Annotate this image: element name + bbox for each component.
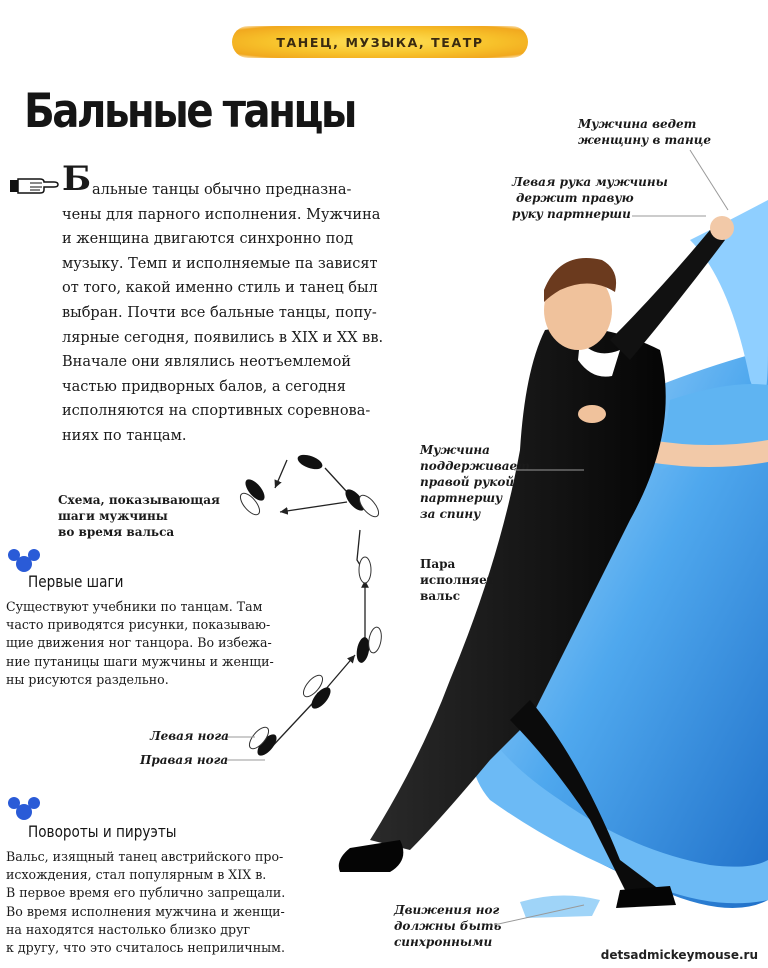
annotation-line: синхронными (394, 935, 493, 949)
intro-line: и женщина двигаются синхронно под (62, 231, 354, 248)
body-line: Во время исполнения мужчина и женщи- (6, 903, 285, 919)
body-line: исхождения, стал популярным в XIX в. (6, 867, 267, 883)
annotation-line: правой рукой (420, 475, 515, 489)
body-line: щие движения ног танцора. Во избежа- (6, 635, 272, 651)
annotation-line: руку партнерши (512, 207, 631, 221)
annotation-line: партнершу (420, 491, 503, 505)
intro-line: альные танцы обычно предназна- (92, 182, 352, 198)
annotation-line: исполняет (420, 573, 495, 587)
body-line: Вальс, изящный танец австрийского про- (6, 849, 284, 864)
annotation-line: Мужчина ведет (578, 117, 697, 131)
annotation-line: за спину (420, 507, 481, 521)
intro-line: выбран. Почти все бальные танцы, попу- (62, 304, 377, 321)
section-heading: Повороты и пируэты (28, 822, 177, 841)
footer-site: detsadmickeymouse.ru (600, 948, 758, 962)
banner-text: ТАНЕЦ, МУЗЫКА, ТЕАТР (276, 34, 484, 50)
diagram-caption-line: Схема, показывающая (58, 493, 220, 507)
annotation-line: Мужчина (420, 443, 490, 457)
body-line: ние путаницы шаги мужчины и женщи- (6, 653, 274, 669)
annotation-line: поддерживает (420, 459, 530, 473)
body-line: на находятся настолько близко друг (6, 921, 251, 937)
annotation-line: Движения ног (394, 903, 500, 917)
right-foot-label: Правая нога (140, 753, 229, 767)
diagram-caption-line: во время вальса (58, 525, 175, 539)
intro-line: Вначале они являлись неотъемлемой (62, 354, 351, 371)
body-line: ны рисуются раздельно. (6, 671, 169, 687)
annotation-line: Пара (420, 557, 456, 571)
annotation-line: держит правую (516, 191, 634, 205)
body-line: В первое время его публично запрещали. (6, 885, 286, 901)
body-line: часто приводятся рисунки, показываю- (6, 617, 271, 633)
annotation-line: женщину в танце (578, 133, 712, 147)
intro-line: лярные сегодня, появились в XIX и XX вв. (62, 329, 384, 346)
left-foot-label: Левая нога (150, 729, 229, 743)
diagram-caption-line: шаги мужчины (58, 509, 168, 523)
intro-line: музыку. Темп и исполняемые па зависят (62, 255, 378, 272)
annotation-line: должны быть (394, 919, 502, 933)
annotation-line: вальс (420, 589, 461, 603)
annotation-line: Левая рука мужчины (512, 175, 668, 189)
intro-line: частью придворных балов, а сегодня (62, 378, 346, 395)
intro-line: исполняются на спортивных соревнова- (62, 403, 371, 420)
body-line: к другу, что это считалось неприличным. (6, 940, 285, 956)
intro-line: ниях по танцам. (62, 427, 187, 444)
section-heading: Первые шаги (28, 572, 124, 591)
intro-line: от того, какой именно стиль и танец был (62, 280, 378, 297)
page-title: Бальные танцы (24, 84, 355, 139)
body-line: Существуют учебники по танцам. Там (6, 599, 263, 614)
intro-line: чены для парного исполнения. Мужчина (62, 206, 381, 223)
drop-cap: Б (62, 159, 92, 199)
